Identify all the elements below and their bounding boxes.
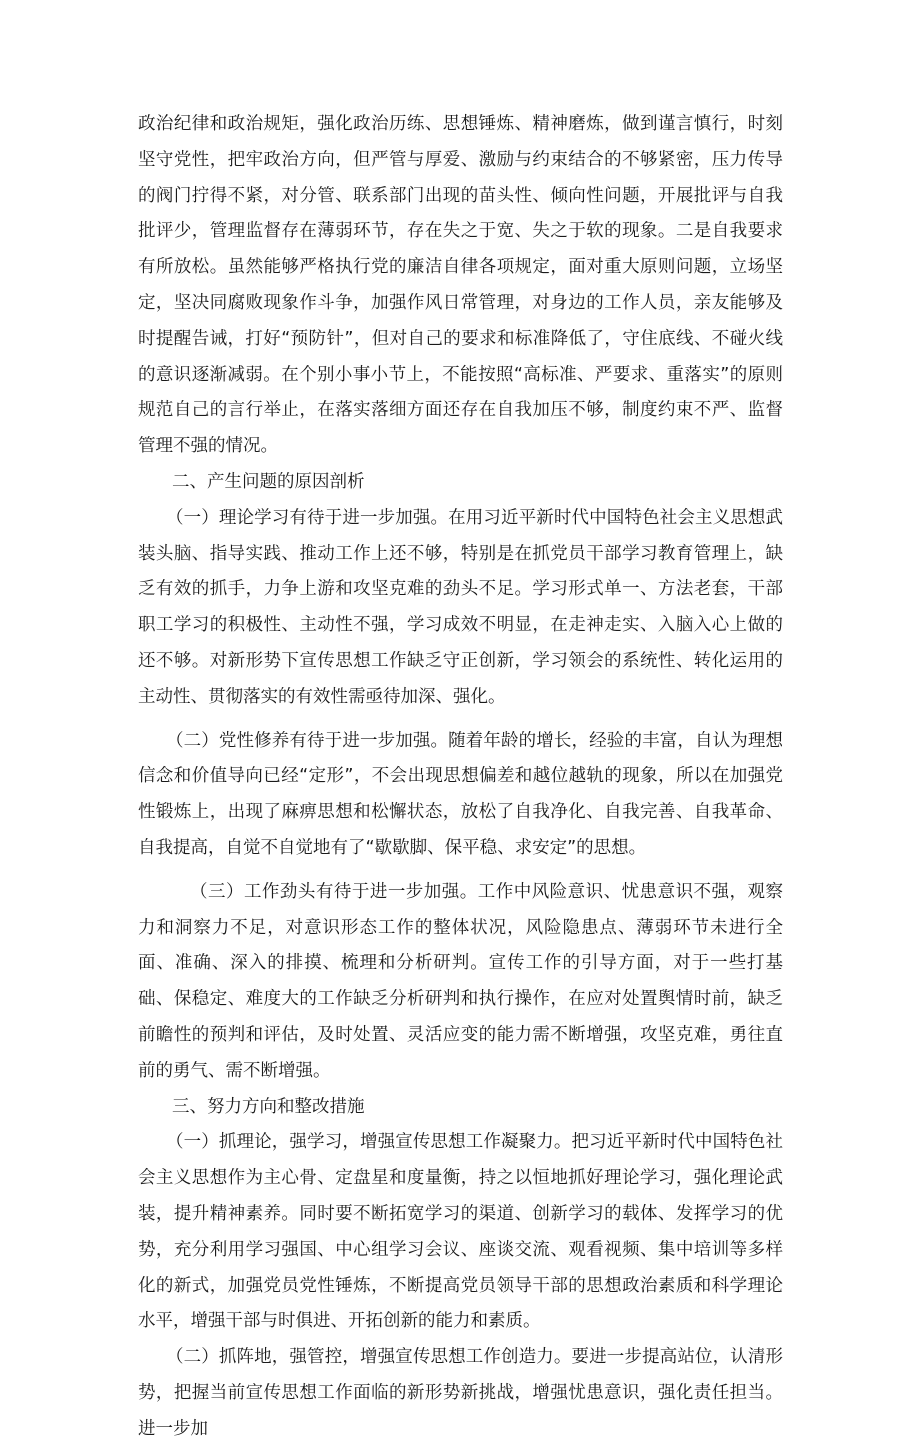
document-body	[138, 107, 783, 1447]
paragraph-party-spirit: （二）党性修养有待于进一步加强。随着年龄的增长，经验的丰富，自认为理想信念和价值导向已经“定形”，不会出现思想偏差和越位越轨的现象，所以在加强党性锻炼上，出现了麻痹思想和松懈状态，放松了自我净化、自我完善、自我革命、自我提高，自觉不自觉地有了“歇歇脚、保平稳、求安定”的思想。	[138, 730, 783, 858]
heading-cause-analysis: 二、产生问题的原因剖析	[172, 471, 365, 492]
paragraph-grasp-position: （二）抓阵地，强管控，增强宣传思想工作创造力。要进一步提高站位，认清形势，把握当前宣传思想工作面临的新形势新挑战，增强忧患意识，强化责任担当。进一步加	[138, 1347, 783, 1439]
paragraph-theory-study: （一）理论学习有待于进一步加强。在用习近平新时代中国特色社会主义思想武装头脑、指导实践、推动工作上还不够，特别是在抓党员干部学习教育管理上，缺乏有效的抓手，力争上游和攻坚克难的劲头不足。学习形式单一、方法老套，干部职工学习的积极性、主动性不强，学习成效不明显，在走神走实、入脑入心上做的还不够。对新形势下宣传思想工作缺乏守正创新，学习领会的系统性、转化运用的主动性、贯彻落实的有效性需亟待加深、强化。	[138, 507, 783, 707]
paragraph-grasp-theory: （一）抓理论，强学习，增强宣传思想工作凝聚力。把习近平新时代中国特色社会主义思想作为主心骨、定盘星和度量衡，持之以恒地抓好理论学习，强化理论武装，提升精神素养。同时要不断拓宽学习的渠道、创新学习的载体、发挥学习的优势，充分利用学习强国、中心组学习会议、座谈交流、观看视频、集中培训等多样化的新式，加强党员党性锤炼，不断提高党员领导干部的思想政治素质和科学理论水平，增强干部与时俱进、开拓创新的能力和素质。	[138, 1132, 783, 1332]
paragraph-work-drive: （三）工作劲头有待于进一步加强。工作中风险意识、忧患意识不强，观察力和洞察力不足，对意识形态工作的整体状况，风险隐患点、薄弱环节未进行全面、准确、深入的排摸、梳理和分析研判。宣传工作的引导方面，对于一些打基础、保稳定、难度大的工作缺乏分析研判和执行操作，在应对处置舆情时前，缺乏前瞻性的预判和评估，及时处置、灵活应变的能力需不断增强，攻坚克难，勇往直前的勇气、需不断增强。	[138, 881, 783, 1081]
heading-rectification-measures: 三、努力方向和整改措施	[172, 1096, 365, 1117]
paragraph-discipline: 政治纪律和政治规矩，强化政治历练、思想锤炼、精神磨炼，做到谨言慎行，时刻坚守党性，把牢政治方向，但严管与厚爱、激励与约束结合的不够紧密，压力传导的阀门拧得不紧，对分管、联系部门出现的苗头性、倾向性问题，开展批评与自我批评少，管理监督存在薄弱环节，存在失之于宽、失之于软的现象。二是自我要求有所放松。虽然能够严格执行党的廉洁自律各项规定，面对重大原则问题，立场坚定，坚决同腐败现象作斗争，加强作风日常管理，对身边的工作人员，亲友能够及时提醒告诫，打好“预防针”，但对自己的要求和标准降低了，守住底线、不碰火线的意识逐渐减弱。在个别小事小节上，不能按照“高标准、严要求、重落实”的原则规范自己的言行举止，在落实落细方面还存在自我加压不够，制度约束不严、监督管理不强的情况。	[138, 114, 783, 457]
